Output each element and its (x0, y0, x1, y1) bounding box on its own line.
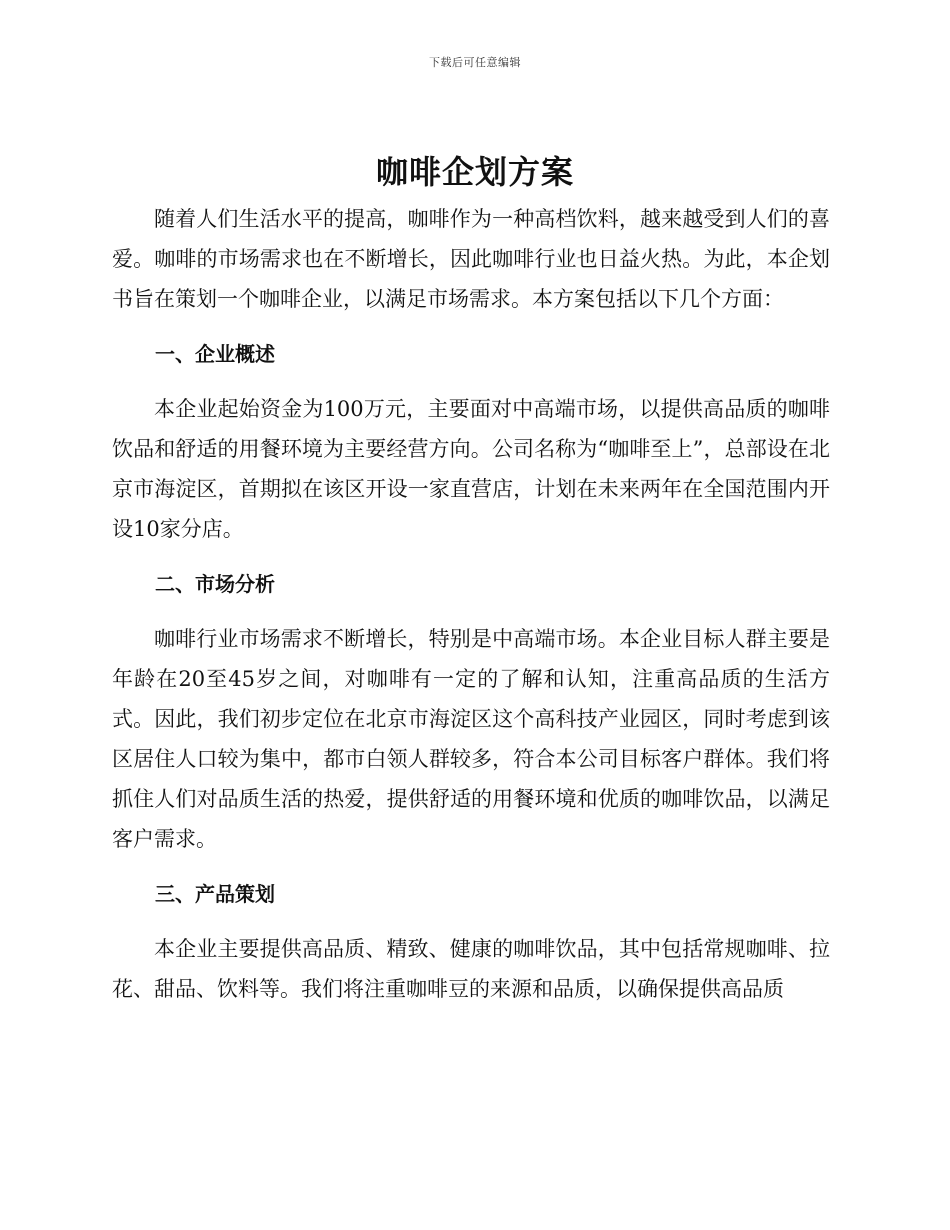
intro-paragraph: 随着人们生活水平的提高，咖啡作为一种高档饮料，越来越受到人们的喜爱。咖啡的市场需求也在不断增长，因此咖啡行业也日益火热。为此，本企划书旨在策划一个咖啡企业，以满足市场需求。本方案包括以下几个方面： (112, 207, 830, 311)
section-heading-product: 三、产品策划 (155, 882, 275, 906)
section-paragraph-product: 本企业主要提供高品质、精致、健康的咖啡饮品，其中包括常规咖啡、拉花、甜品、饮料等。我们将注重咖啡豆的来源和品质，以确保提供高品质 (112, 937, 830, 1001)
section-heading-overview: 一、企业概述 (155, 342, 275, 366)
document-body (112, 199, 830, 1009)
section-heading-market: 二、市场分析 (155, 572, 275, 596)
section-paragraph-overview: 本企业起始资金为100万元，主要面对中高端市场，以提供高品质的咖啡饮品和舒适的用餐环境为主要经营方向。公司名称为“咖啡至上”，总部设在北京市海淀区，首期拟在该区开设一家直营店，计划在未来两年在全国范围内开设10家分店。 (112, 397, 830, 541)
document-title: 咖啡企划方案 (375, 153, 574, 191)
header-note: 下载后可任意编辑 (429, 56, 521, 69)
section-paragraph-market: 咖啡行业市场需求不断增长，特别是中高端市场。本企业目标人群主要是年龄在20至45岁之间，对咖啡有一定的了解和认知，注重高品质的生活方式。因此，我们初步定位在北京市海淀区这个高科技产业园区，同时考虑到该区居住人口较为集中，都市白领人群较多，符合本公司目标客户群体。我们将抓住人们对品质生活的热爱，提供舒适的用餐环境和优质的咖啡饮品，以满足客户需求。 (112, 627, 830, 851)
